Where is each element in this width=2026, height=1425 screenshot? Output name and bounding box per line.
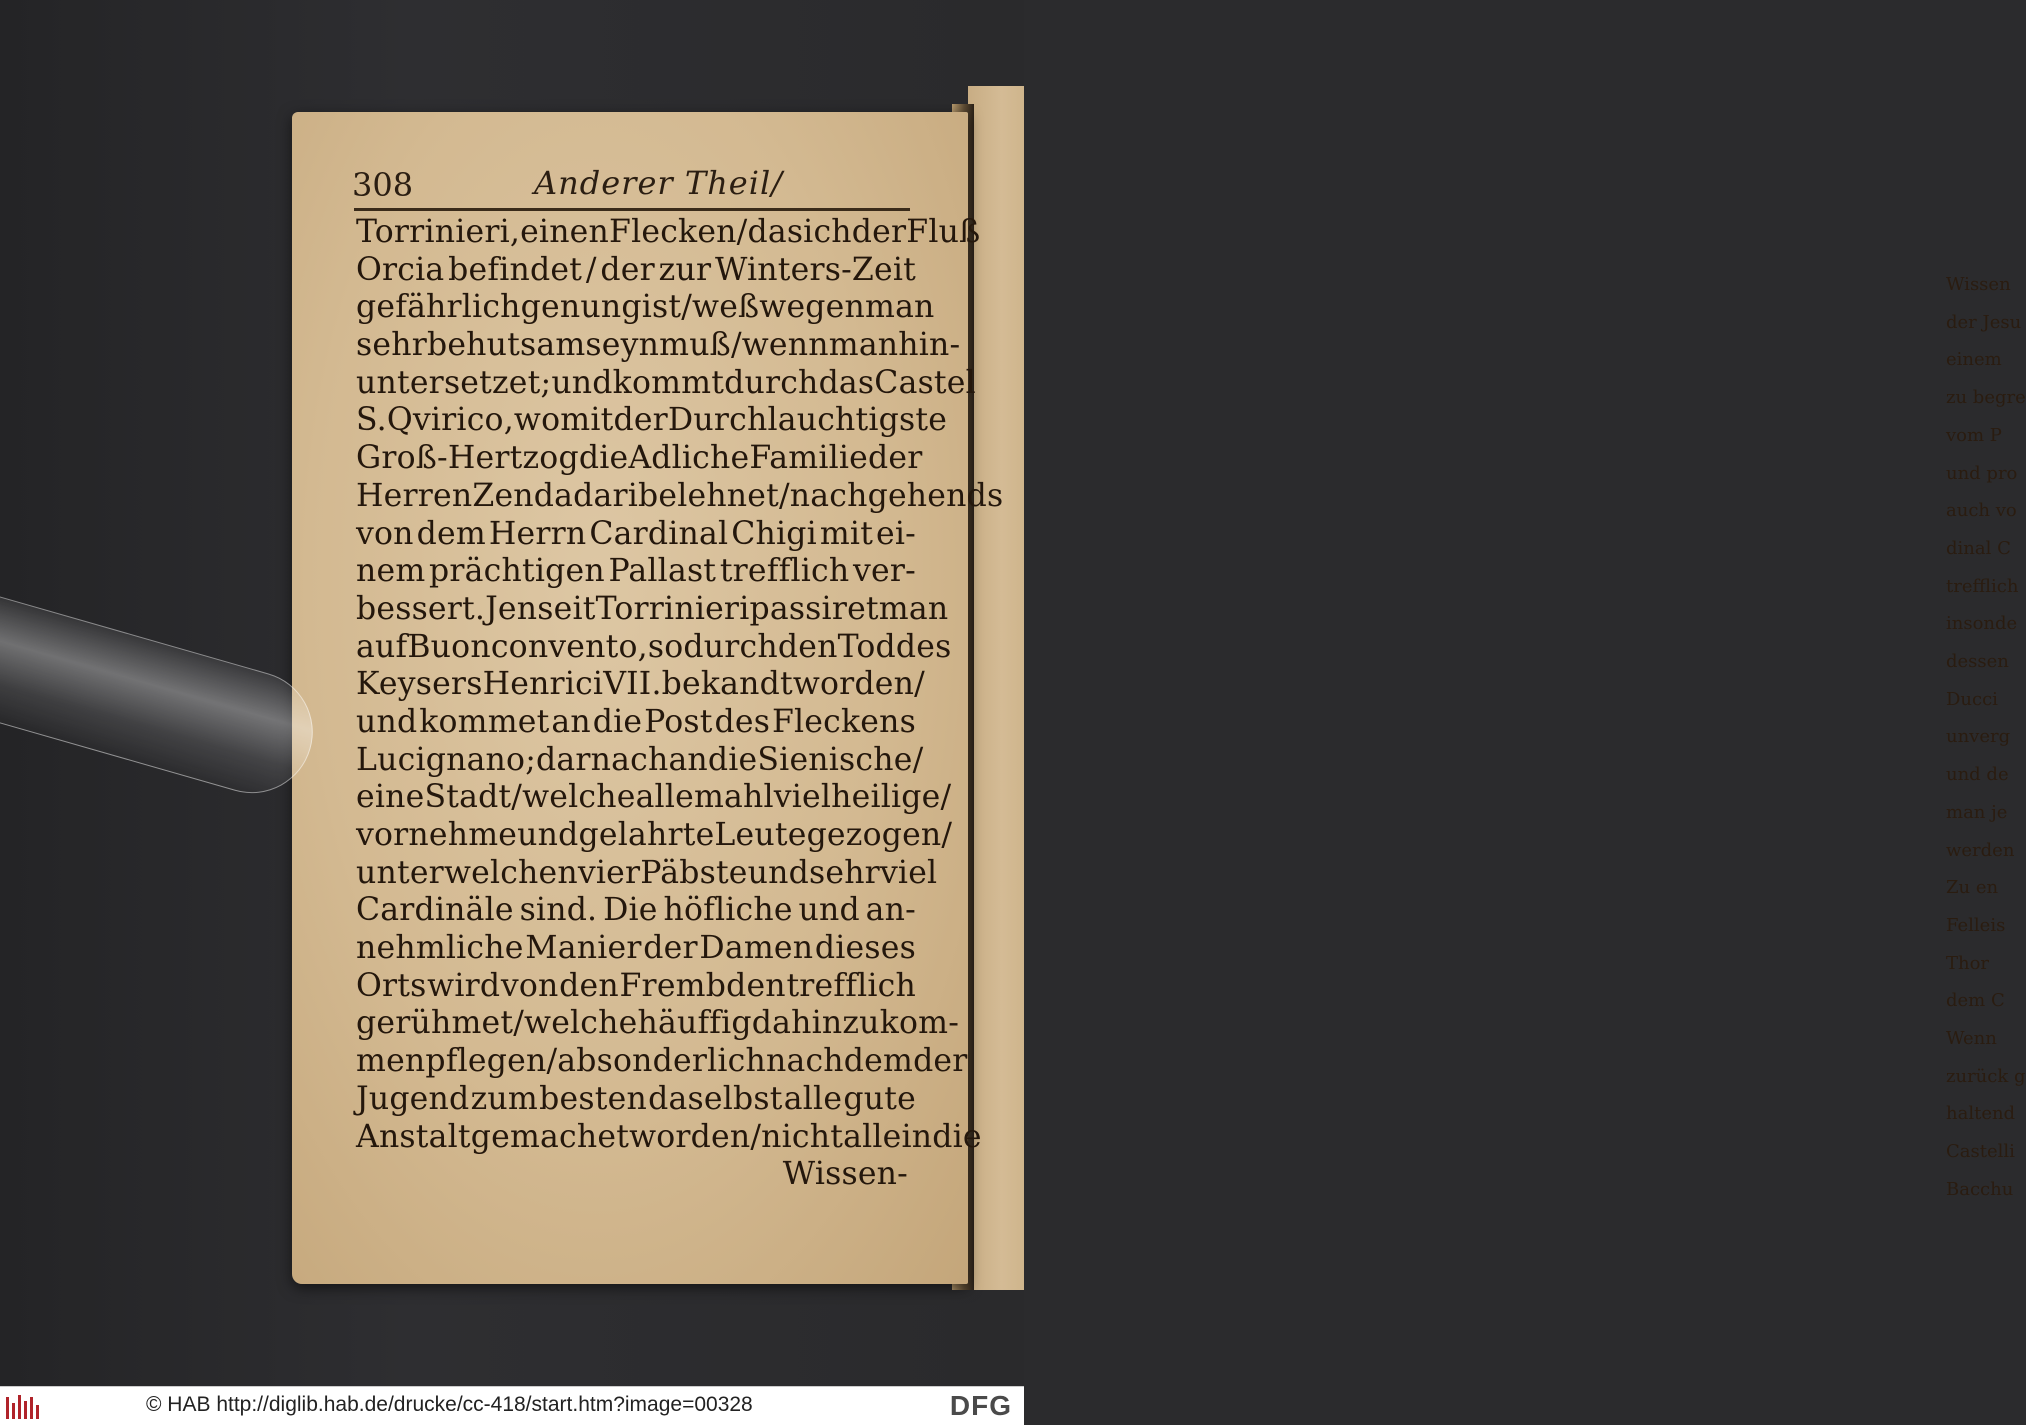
page-body (356, 214, 1004, 1194)
facing-text-line: unverg (1946, 726, 2011, 748)
glass-page-holder (0, 585, 327, 808)
facing-text-line: und de (1946, 764, 2009, 786)
text-line: eine Stadt/ welche alle mahl viel heilige/ (356, 779, 952, 816)
text-line: Torrinieri, einen Flecken/da sich der Fluß (356, 214, 981, 250)
running-head: Anderer Theil/ (534, 164, 783, 202)
facing-text-line: haltend (1946, 1103, 2016, 1125)
text-line: Jugend zum besten daselbst alle gute (356, 1080, 916, 1117)
text-line: und kommet an die Post des Fleckens (356, 703, 916, 740)
facing-text-line: dinal C (1946, 537, 2011, 559)
facing-text-line: werden (1946, 839, 2015, 861)
facing-text-line: Thor (1946, 952, 1990, 974)
text-line: S. Qvirico, womit der Durchlauchtigste (356, 402, 948, 439)
text-line: auf Buonconvento, so durch den Tod des (356, 628, 952, 665)
facing-text-line: trefflich (1946, 575, 2019, 597)
hab-logo-icon (6, 1393, 40, 1419)
facing-text-line: Bacchu (1946, 1178, 2014, 1200)
facing-text-line: vom P (1946, 424, 2002, 446)
facing-text-line: Ducci (1946, 688, 1998, 710)
facing-text-line: zurück g (1946, 1065, 2026, 1087)
text-line: nehmliche Manier der Damen dieses (356, 930, 916, 967)
facing-text-line: dessen (1946, 651, 2009, 673)
text-line: Herren Zendadari belehnet/nachgehends (356, 477, 1004, 514)
facing-text-line: Castelli (1946, 1141, 2015, 1163)
text-line: gefährlich genung ist / weßwegen man (356, 289, 935, 326)
text-line: Cardinäle sind. Die höfliche und an- (356, 892, 916, 929)
text-line: unter welchen vier Päbste und sehr viel (356, 854, 938, 891)
header-rule (354, 208, 910, 211)
facing-text-line: Wissen (1946, 274, 2011, 295)
dfg-logo: DFG (949, 1390, 1012, 1421)
facing-page (968, 86, 2026, 1290)
page-number: 308 (352, 166, 414, 204)
facing-text-line: einem (1946, 349, 2002, 371)
text-line: Orts wird von den Frembden trefflich (356, 967, 916, 1004)
facing-page-text (1946, 266, 2026, 1209)
facing-text-line: dem C (1946, 990, 2005, 1012)
text-line: Lucignano; darnach an die Sienische/ (356, 741, 924, 778)
text-line: gerühmet/ welche häuffig dahin zu kom- (356, 1005, 960, 1042)
facing-text-line: man je (1946, 801, 2008, 823)
facing-text-line: auch vo (1946, 500, 2017, 522)
text-line: men pflegen/ absonderlich nachdem der (356, 1043, 968, 1080)
facing-text-line: insonde (1946, 613, 2018, 635)
text-line: unter setzet; und kommt durch das Castel (356, 364, 976, 401)
facing-text-line: der Jesu (1946, 311, 2022, 333)
text-line: nem prächtigen Pallast trefflich ver- (356, 553, 916, 590)
facing-text-line: und pro (1946, 462, 2018, 484)
text-line: Wissen- (782, 1156, 908, 1193)
text-line: Orcia befindet / der zur Winters-Zeit (356, 251, 916, 288)
facing-text-line: Felleis (1946, 914, 2006, 936)
copyright-link[interactable]: © HAB http://diglib.hab.de/drucke/cc-418/start.htm?image=00328 (146, 1393, 753, 1416)
text-line: vornehme und gelahrte Leute gezogen/ (356, 817, 953, 853)
text-line: von dem Herrn Cardinal Chigi mit ei- (356, 515, 916, 552)
facing-text-line: Wenn (1946, 1028, 1997, 1050)
footer-bar (0, 1386, 1024, 1425)
text-line: sehr behutsam seyn muß / wenn man hin- (356, 327, 961, 364)
text-line: bessert. Jenseit Torrinieri passiret man (356, 590, 949, 627)
text-line: Anstalt gemachet worden/ nicht allein die (356, 1118, 982, 1155)
text-line: Groß-Hertzog die Adliche Familie der (356, 440, 923, 477)
page-header (352, 160, 912, 208)
facing-text-line: Zu en (1946, 877, 1999, 899)
facing-text-line: zu begre (1946, 387, 2026, 409)
text-line: Keysers Henrici VII. bekandt worden/ (356, 666, 925, 703)
